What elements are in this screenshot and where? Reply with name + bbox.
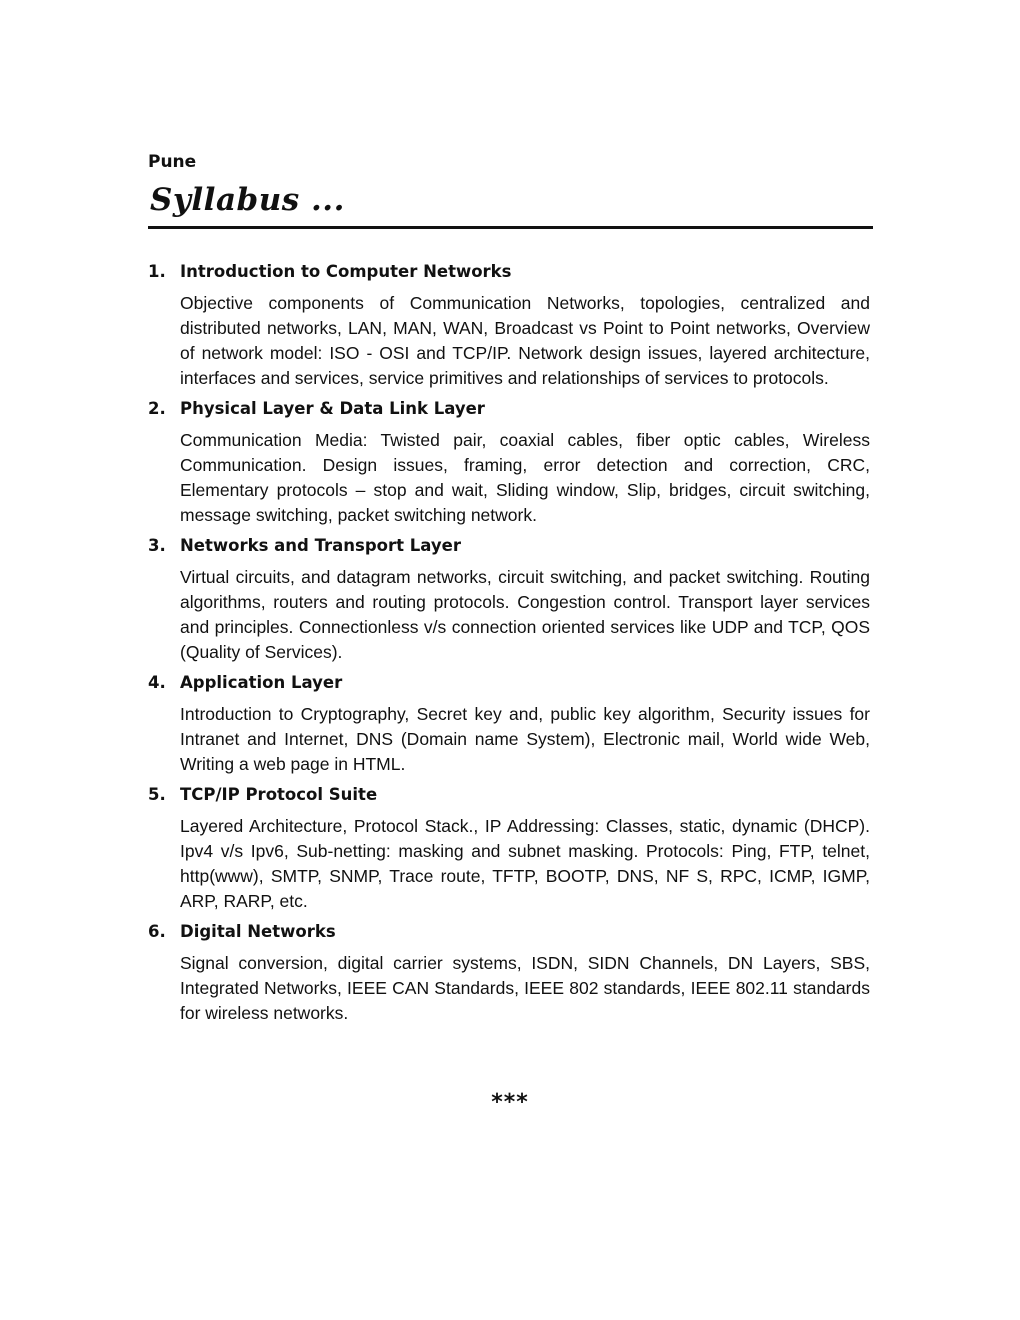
title-divider [148, 226, 873, 229]
topic-title: Digital Networks [180, 922, 336, 941]
topic-description: Virtual circuits, and datagram networks, circuit switching, and packet switching. Routing algorithms, routers and routing protocols. Congestion control. Transport layer services and principles. Connectionless v/s connection oriented services like UDP and TCP, QOS (Quality of Services). [180, 567, 870, 662]
topic-heading [148, 533, 873, 559]
topic-item [148, 919, 873, 1026]
topic-list [148, 259, 873, 1026]
topic-item [148, 782, 873, 914]
page-title: Syllabus ... [150, 182, 345, 218]
topic-number: 6. [148, 922, 166, 941]
topic-heading [148, 670, 873, 696]
end-separator: *** [491, 1090, 529, 1115]
topic-heading [148, 782, 873, 808]
topic-number: 1. [148, 262, 166, 281]
topic-title: Physical Layer & Data Link Layer [180, 399, 485, 418]
syllabus-page [148, 150, 873, 1031]
topic-title: Application Layer [180, 673, 343, 692]
topic-item [148, 533, 873, 665]
topic-description: Introduction to Cryptography, Secret key and, public key algorithm, Security issues for Intranet and Internet, DNS (Domain name System), Electronic mail, World wide Web, Writing a web page in HTML. [180, 704, 870, 774]
topic-description: Signal conversion, digital carrier systems, ISDN, SIDN Channels, DN Layers, SBS, Integrated Networks, IEEE CAN Standards, IEEE 802 standards, IEEE 802.11 standards for wireless networks. [180, 953, 870, 1023]
topic-heading [148, 396, 873, 422]
topic-title: Networks and Transport Layer [180, 536, 461, 555]
topic-item [148, 396, 873, 528]
topic-number: 3. [148, 536, 166, 555]
university-name: Pune [148, 152, 197, 172]
topic-description: Communication Media: Twisted pair, coaxial cables, fiber optic cables, Wireless Communication. Design issues, framing, error detection and correction, CRC, Elementary protocols – stop and wait, Sliding window, Slip, bridges, circuit switching, message switching, packet switching network. [180, 430, 870, 525]
topic-title: TCP/IP Protocol Suite [180, 785, 378, 804]
topic-description: Objective components of Communication Networks, topologies, centralized and distributed networks, LAN, MAN, WAN, Broadcast vs Point to Point networks, Overview of network model: ISO - OSI and TCP/IP. Network design issues, layered architecture, interfaces and services, service primitives and relationships of services to protocols. [180, 293, 870, 388]
topic-number: 5. [148, 785, 166, 804]
topic-item [148, 670, 873, 777]
topic-description: Layered Architecture, Protocol Stack., IP Addressing: Classes, static, dynamic (DHCP). Ipv4 v/s Ipv6, Sub-netting: masking and subnet masking. Protocols: Ping, FTP, telnet, http(www), SMTP, SNMP, Trace route, TFTP, BOOTP, DNS, NF S, RPC, ICMP, IGMP, ARP, RARP, etc. [180, 816, 870, 911]
topic-heading [148, 259, 873, 285]
topic-number: 2. [148, 399, 166, 418]
topic-number: 4. [148, 673, 166, 692]
topic-heading [148, 919, 873, 945]
topic-title: Introduction to Computer Networks [180, 262, 512, 281]
topic-item [148, 259, 873, 391]
